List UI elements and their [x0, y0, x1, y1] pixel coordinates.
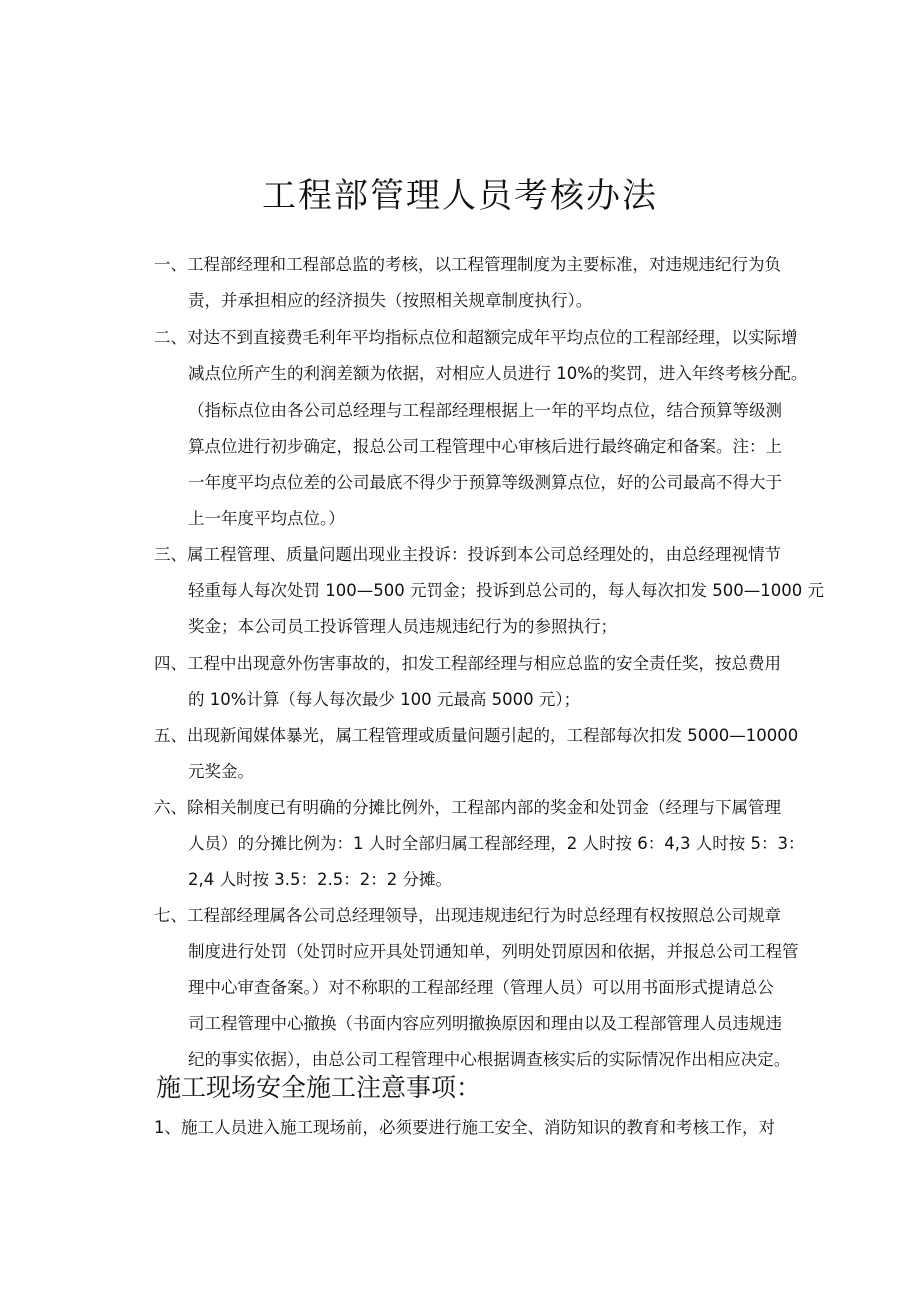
- item-1-line-1: 一、工程部经理和工程部总监的考核，以工程管理制度为主要标准，对违规违纪行为负: [154, 255, 781, 274]
- item-7-line-3: 理中心审查备案。）对不称职的工程部经理（管理人员）可以用书面形式提请总公: [188, 978, 774, 997]
- item-4-line-2: 的 10%计算（每人每次最少 100 元最高 5000 元）；: [188, 690, 581, 709]
- item-2-line-2: 减点位所产生的利润差额为依据，对相应人员进行 10%的奖罚，进入年终考核分配。: [188, 364, 808, 383]
- item-2-line-4: 算点位进行初步确定，报总公司工程管理中心审核后进行最终确定和备案。注：上: [188, 437, 782, 456]
- item-5-line-1: 五、出现新闻媒体暴光，属工程管理或质量问题引起的，工程部每次扣发 5000—10000: [154, 726, 799, 745]
- document-title: 工程部管理人员考核办法: [262, 176, 658, 216]
- item-2-line-5: 一年度平均点位差的公司最底不得少于预算等级测算点位，好的公司最高不得大于: [188, 473, 782, 492]
- item-7-line-2: 制度进行处罚（处罚时应开具处罚通知单，列明处罚原因和依据，并报总公司工程管: [188, 942, 799, 961]
- item-4-line-1: 四、工程中出现意外伤害事故的，扣发工程部经理与相应总监的安全责任奖，按总费用: [154, 654, 781, 673]
- item-6-line-1: 六、除相关制度已有明确的分摊比例外，工程部内部的奖金和处罚金（经理与下属管理: [154, 798, 781, 817]
- item-3-line-2: 轻重每人每次处罚 100—500 元罚金；投诉到总公司的，每人每次扣发 500—1000 元: [188, 581, 824, 600]
- item-7-line-5: 纪的事实依据），由总公司工程管理中心根据调查核实后的实际情况作出相应决定。: [188, 1050, 791, 1069]
- section-2-line-1: 1、施工人员进入施工现场前，必须要进行施工安全、消防知识的教育和考核工作，对: [154, 1118, 775, 1137]
- section-heading: 施工现场安全施工注意事项：: [156, 1073, 482, 1102]
- item-7-line-1: 七、工程部经理属各公司总经理领导，出现违规违纪行为时总经理有权按照总公司规章: [154, 906, 781, 925]
- item-2-line-6: 上一年度平均点位。）: [188, 509, 345, 528]
- item-2-line-1: 二、对达不到直接费毛利年平均指标点位和超额完成年平均点位的工程部经理，以实际增: [154, 328, 798, 347]
- item-3-line-3: 奖金；本公司员工投诉管理人员违规违纪行为的参照执行；: [188, 617, 617, 636]
- item-6-line-2: 人员）的分摊比例为：1 人时全部归属工程部经理，2 人时按 6：4,3 人时按 5：3：: [188, 834, 805, 853]
- item-1-line-2: 责，并承担相应的经济损失（按照相关规章制度执行）。: [188, 291, 593, 310]
- item-6-line-3: 2,4 人时按 3.5：2.5：2：2 分摊。: [188, 870, 452, 889]
- item-2-line-3: （指标点位由各公司总经理与工程部经理根据上一年的平均点位，结合预算等级测: [188, 401, 782, 420]
- item-7-line-4: 司工程管理中心撤换（书面内容应列明撤换原因和理由以及工程部管理人员违规违: [188, 1014, 782, 1033]
- item-5-line-2: 元奖金。: [188, 762, 254, 781]
- item-3-line-1: 三、属工程管理、质量问题出现业主投诉：投诉到本公司总经理处的，由总经理视情节: [154, 545, 781, 564]
